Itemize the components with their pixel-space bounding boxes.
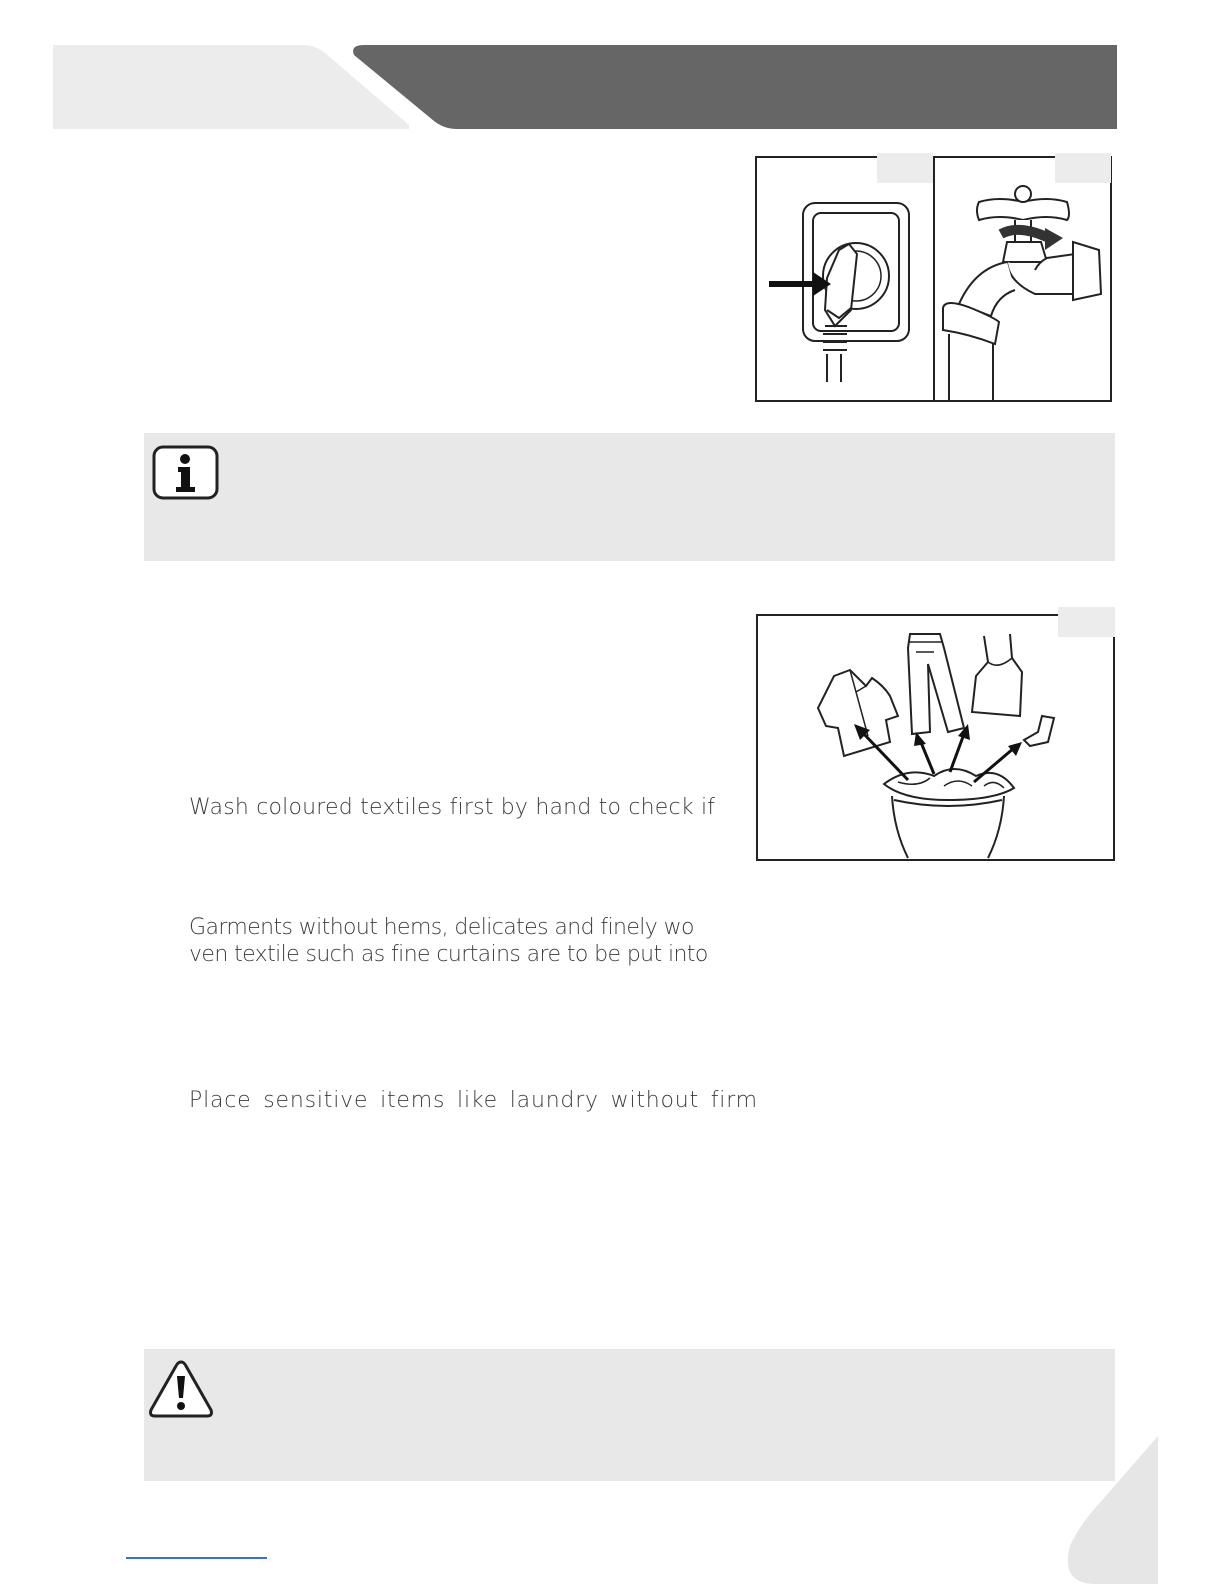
paragraph-garments-line1: Garments without hems, delicates and finely wo — [189, 915, 694, 940]
info-icon — [152, 445, 219, 500]
laundry-sorting-icon — [758, 616, 1113, 859]
footer-link-underline[interactable] — [126, 1557, 267, 1559]
figure-tag — [877, 153, 933, 183]
page-corner-tab — [1060, 1436, 1160, 1584]
figure-laundry-sorting — [756, 614, 1115, 861]
figure-tag — [1055, 153, 1111, 183]
paragraph-sensitive-items: Place sensitive items like laundry without firm — [189, 1088, 758, 1113]
figure-tag — [1058, 607, 1115, 637]
water-tap-icon — [935, 158, 1110, 400]
paragraph-coloured-textiles: Wash coloured textiles first by hand to check if — [189, 795, 716, 820]
warning-icon — [148, 1358, 214, 1420]
paragraph-garments-line2: ven textile such as fine curtains are to be put into — [189, 942, 708, 967]
header-banner-dark — [352, 45, 1117, 129]
figure-water-tap — [933, 156, 1112, 402]
figure-power-plug — [755, 156, 935, 402]
warning-panel — [144, 1349, 1115, 1481]
info-panel — [144, 433, 1115, 561]
power-plug-icon — [757, 158, 933, 400]
